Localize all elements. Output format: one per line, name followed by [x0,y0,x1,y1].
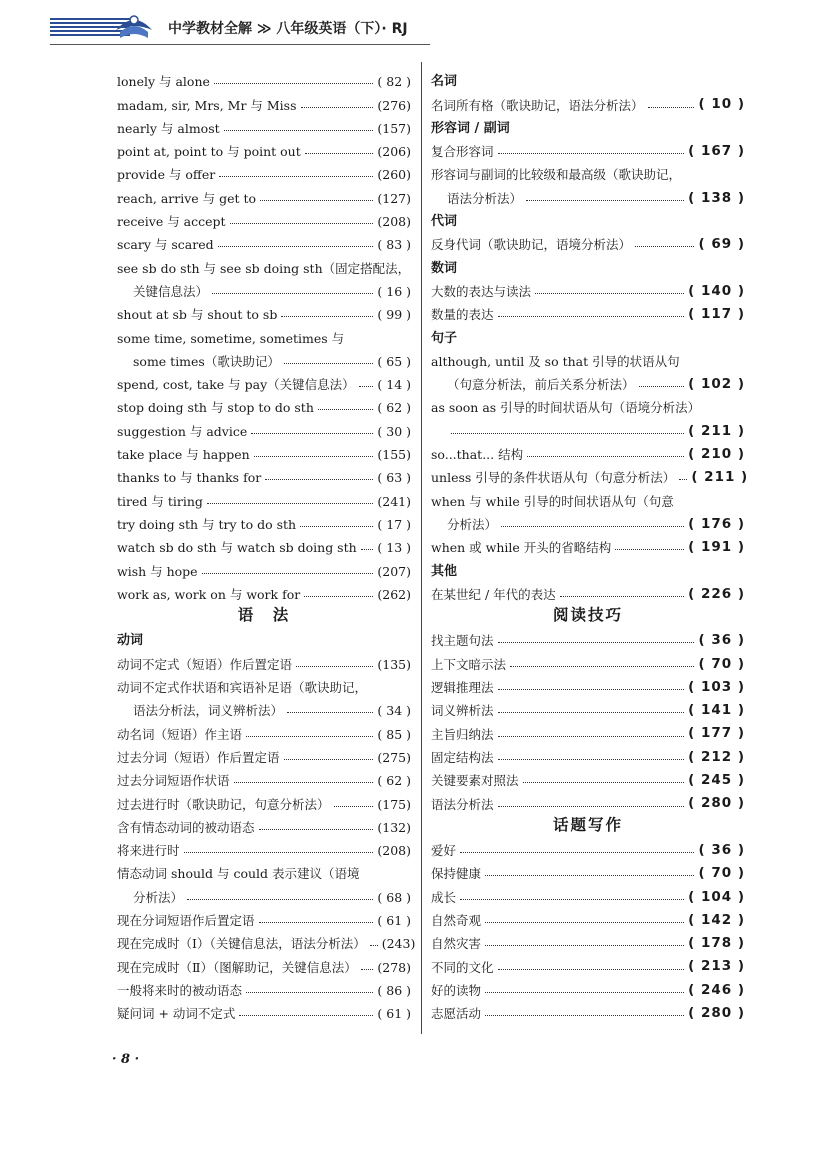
page-ref: (208) [377,843,411,859]
page-ref: ( 178 ) [688,935,745,952]
dot-leader [485,945,684,946]
page-ref: ( 68 ) [377,889,411,905]
dot-leader [304,596,373,597]
toc-entry [431,742,745,765]
entry-text: 疑问词 + 动词不定式 [117,1006,236,1022]
entry-text: thanks to 与 thanks for [117,470,262,486]
dot-leader [259,922,374,923]
page-ref: (207) [377,563,411,579]
page-ref: ( 61 ) [377,912,411,928]
toc-entry [431,625,745,648]
category-heading: 其他 [431,563,458,579]
entry-text: some times（歌诀助记） [133,353,280,369]
entry-text: 名词所有格（歌诀助记，语法分析法） [431,97,644,113]
entry-text: 将来进行时 [117,843,180,859]
category-heading: 数词 [431,260,458,276]
dot-leader [485,992,684,993]
toc-entry [117,392,411,415]
dot-leader [451,433,684,434]
toc-entry-line [431,392,745,415]
toc-entry [431,462,749,486]
entry-text: see sb do sth 与 see sb doing sth（固定搭配法， [117,260,411,276]
page-ref: ( 280 ) [688,795,745,812]
dot-leader [234,782,374,783]
toc-entry-line [431,346,745,369]
entry-text: nearly 与 almost [117,120,220,136]
entry-text: 一般将来时的被动语态 [117,982,243,998]
dot-leader [361,969,374,970]
page-header [50,8,430,42]
page-ref: ( 280 ) [688,1004,745,1021]
entry-text: stop doing sth 与 stop to do sth [117,400,314,416]
page-ref: ( 82 ) [377,74,411,90]
dot-leader [301,107,374,108]
page-ref: (278) [377,959,411,975]
entry-text: 分析法） [133,889,184,905]
entry-text: 过去分词短语作状语 [117,773,230,789]
page-ref: ( 83 ) [377,237,411,253]
page-ref: ( 70 ) [698,865,745,882]
toc-entry [431,881,745,904]
entry-text: suggestion 与 advice [117,423,248,439]
dot-leader [527,456,684,457]
entry-text: as soon as 引导的时间状语从句（语境分析法） [431,400,701,416]
dot-leader [212,293,373,294]
toc-entry [117,765,411,788]
toc-entry [431,415,745,438]
toc-entry [117,159,411,182]
dot-leader [460,899,684,900]
page-ref: ( 102 ) [688,375,745,392]
left-column [117,66,416,1022]
page-ref: ( 65 ) [377,353,411,369]
dot-leader [370,945,378,946]
dot-leader [498,689,685,690]
entry-text: 过去分词（短语）作后置定语 [117,749,280,765]
page-ref: (132) [377,819,411,835]
entry-text: 志愿活动 [431,1006,482,1022]
toc-entry [431,695,745,718]
page-ref: ( 211 ) [691,469,749,486]
toc-entry [431,276,745,299]
toc-entry [431,905,745,928]
section-heading: 语 法 [237,606,291,625]
toc-entry [117,89,411,112]
category-heading: 形容词 / 副词 [431,120,510,136]
entry-text: 在某世纪 / 年代的表达 [431,586,556,602]
page-ref: ( 140 ) [688,282,745,299]
page-ref: ( 63 ) [377,470,411,486]
toc-entry [117,905,411,928]
toc-entry [117,742,411,765]
page-ref: (127) [377,190,411,206]
page-ref: (157) [377,120,411,136]
dot-leader [305,153,374,154]
toc-entry [117,439,411,462]
entry-text: 保持健康 [431,866,482,882]
toc-entry [117,812,411,835]
category-heading: 动词 [117,633,144,649]
toc-entry [117,369,411,392]
page-ref: ( 36 ) [698,841,745,858]
entry-text: 语法分析法） [447,190,523,206]
dot-leader [246,736,373,737]
entry-text: shout at sb 与 shout to sb [117,307,278,323]
page-ref: ( 142 ) [688,911,745,928]
toc-entry [117,788,411,811]
page-ref: ( 213 ) [688,958,745,975]
dot-leader [259,829,374,830]
dot-leader [501,526,684,527]
toc-entry [117,648,411,671]
dot-leader [498,642,695,643]
dot-leader [207,503,373,504]
toc-entry [117,509,411,532]
dot-leader [318,409,374,410]
page-ref: ( 138 ) [688,189,745,206]
toc-entry [117,113,411,136]
entry-text: unless 引导的条件状语从句（句意分析法） [431,470,676,486]
dot-leader [281,316,373,317]
toc-entry [117,555,411,578]
dot-leader [246,992,373,993]
toc-entry [431,835,745,858]
entry-text: 逻辑推理法 [431,680,494,696]
entry-text: provide 与 offer [117,167,216,183]
page-ref: ( 99 ) [377,307,411,323]
dot-leader [498,153,685,154]
section-heading: 阅读技巧 [552,606,623,625]
entry-text: lonely 与 alone [117,74,210,90]
toc-entry [117,462,411,485]
toc-entry [431,182,745,205]
entry-text: （句意分析法，前后关系分析法） [447,377,635,393]
page-ref: ( 13 ) [377,540,411,556]
page-ref: ( 212 ) [688,748,745,765]
toc-entry [117,346,411,369]
page-ref: ( 141 ) [688,702,745,719]
entry-text: 成长 [431,889,457,905]
entry-text: 分析法） [447,516,498,532]
page-ref: (276) [377,97,411,113]
dot-leader [296,666,373,667]
toc-entry [431,648,745,671]
entry-text: 反身代词（歌诀助记，语境分析法） [431,237,632,253]
entry-text: 不同的文化 [431,959,494,975]
page-ref: ( 191 ) [688,539,745,556]
entry-text: try doing sth 与 try to do sth [117,516,297,532]
dot-leader [230,223,374,224]
entry-text: 语法分析法 [431,796,494,812]
dot-leader [184,852,374,853]
toc-entry [431,532,745,555]
toc-entry [431,136,745,159]
toc-entry-line [431,485,745,508]
page-ref: ( 14 ) [377,377,411,393]
entry-text: when 与 while 引导的时间状语从句（句意 [431,493,674,509]
entry-text: 自然灾害 [431,936,482,952]
category-heading: 名词 [431,74,458,90]
page-ref: ( 103 ) [688,678,745,695]
toc-entry [431,718,745,741]
dot-leader [300,526,373,527]
entry-text: 词义辨析法 [431,703,494,719]
dot-leader [251,433,373,434]
toc-entry [117,579,411,602]
entry-text: 爱好 [431,843,457,859]
dot-leader [265,479,373,480]
category-heading: 代词 [431,214,458,230]
toc-entry-line [117,858,411,881]
page-ref: ( 36 ) [698,632,745,649]
entry-text: receive 与 accept [117,214,226,230]
dot-leader [635,246,694,247]
entry-text: take place 与 happen [117,447,250,463]
entry-text: point at, point to 与 point out [117,144,301,160]
entry-text: 数量的表达 [431,307,494,323]
dot-leader [214,83,373,84]
dot-leader [460,852,694,853]
toc-entry-line [431,159,745,182]
entry-text: 动词不定式（短语）作后置定语 [117,656,293,672]
dot-leader [523,782,685,783]
category-heading: 句子 [431,330,458,346]
page-ref: (175) [377,796,411,812]
toc-entry-line [117,672,411,695]
page-ref: ( 86 ) [377,982,411,998]
entry-text: so...that... 结构 [431,447,524,463]
page-ref: ( 16 ) [377,283,411,299]
toc-entry [117,928,416,952]
entry-text: 含有情态动词的被动语态 [117,819,255,835]
dot-leader [498,316,685,317]
dot-leader [361,549,374,550]
toc-entry [431,369,745,392]
page-ref: (262) [377,586,411,602]
entry-text: 关键要素对照法 [431,773,519,789]
page-ref: (206) [377,144,411,160]
page-ref: ( 85 ) [377,726,411,742]
page-ref: (208) [377,214,411,230]
page-ref: ( 69 ) [698,236,745,253]
page-ref: ( 245 ) [688,772,745,789]
entry-text: 自然奇观 [431,912,482,928]
toc-entry [431,439,745,462]
dot-leader [284,759,374,760]
page-ref: ( 211 ) [688,422,745,439]
page-ref: ( 167 ) [688,143,745,159]
dot-leader [359,386,374,387]
page-ref: ( 104 ) [688,888,745,905]
page-ref: ( 70 ) [698,655,745,672]
dot-leader [260,200,373,201]
dot-leader [679,479,687,480]
page-ref: (275) [377,749,411,765]
toc-entry [431,672,745,695]
entry-text: 动名词（短语）作主语 [117,726,243,742]
toc-entry [431,299,745,322]
entry-text: 现在完成时（Ⅱ）（图解助记，关键信息法） [117,959,357,975]
page-ref: ( 34 ) [377,703,411,719]
toc-entry [431,951,745,974]
dot-leader [485,922,684,923]
entry-text: when 或 while 开头的省略结构 [431,540,612,556]
entry-text: some time, sometime, sometimes 与 [117,330,345,346]
dot-leader [287,712,373,713]
page-ref: (135) [377,656,411,672]
entry-text: 现在分词短语作后置定语 [117,912,255,928]
entry-text: 主旨归纳法 [431,726,494,742]
dot-leader [485,875,694,876]
toc-entry [431,858,745,881]
page-ref: ( 210 ) [688,445,745,462]
dot-leader [498,759,685,760]
dot-leader [498,806,685,807]
toc-entry [431,509,745,532]
entry-text: scary 与 scared [117,237,214,253]
toc-entry [117,206,411,229]
dot-leader [485,1015,684,1016]
entry-text: 上下文暗示法 [431,656,507,672]
entry-text: work as, work on 与 work for [117,586,301,602]
entry-text: 找主题句法 [431,633,494,649]
dot-leader [224,130,374,131]
entry-text: watch sb do sth 与 watch sb doing sth [117,540,357,556]
page-ref: ( 61 ) [377,1006,411,1022]
dot-leader [219,176,373,177]
header-rule [50,44,430,45]
entry-text: 复合形容词 [431,144,494,160]
toc-entry [117,975,411,998]
entry-text: tired 与 tiring [117,493,203,509]
book-logo-icon [112,10,156,42]
entry-text: reach, arrive 与 get to [117,190,257,206]
dot-leader [648,107,695,108]
toc-entry [431,579,745,602]
dot-leader [284,363,374,364]
entry-text: spend, cost, take 与 pay（关键信息法） [117,377,355,393]
page-number: · 8 · [112,1052,140,1067]
page-ref: ( 62 ) [377,773,411,789]
entry-text: 好的读物 [431,982,482,998]
entry-text: 动词不定式作状语和宾语补足语（歌诀助记， [117,680,368,696]
toc-entry [117,835,411,858]
entry-text: 大数的表达与读法 [431,283,532,299]
section-heading: 话题写作 [552,815,623,834]
entry-text: 关键信息法） [133,283,209,299]
dot-leader [615,549,684,550]
page-ref: ( 10 ) [698,96,745,113]
dot-leader [498,969,685,970]
toc-entry [117,718,411,741]
entry-text: wish 与 hope [117,563,198,579]
toc-entry [117,299,411,322]
dot-leader [239,1015,373,1016]
dot-leader [639,386,685,387]
column-divider [421,62,422,1034]
entry-text: madam, sir, Mrs, Mr 与 Miss [117,97,297,113]
right-column [431,66,749,1022]
dot-leader [560,596,684,597]
toc-entry [117,182,411,205]
toc-entry [117,136,411,159]
entry-text: 形容词与副词的比较级和最高级（歌诀助记， [431,167,682,183]
page-ref: ( 176 ) [688,515,745,532]
entry-text: 过去进行时（歌诀助记，句意分析法） [117,796,330,812]
dot-leader [526,200,684,201]
toc-entry [117,415,411,438]
page-ref: ( 17 ) [377,516,411,532]
toc-entry [117,881,411,904]
toc-entry [431,765,745,788]
page-ref: (260) [377,167,411,183]
page-ref: (241) [377,493,411,509]
toc-entry [117,951,411,974]
dot-leader [218,246,374,247]
entry-text: 语法分析法，词义辨析法） [133,703,284,719]
dot-leader [187,899,373,900]
page-ref: ( 177 ) [688,725,745,742]
entry-text: although, until 及 so that 引导的状语从句 [431,353,680,369]
entry-text: 固定结构法 [431,749,494,765]
toc-entry [117,485,411,508]
dot-leader [510,666,694,667]
toc-entry [117,276,411,299]
dot-leader [535,293,684,294]
dot-leader [254,456,374,457]
entry-text: 现在完成时（Ⅰ）（关键信息法，语法分析法） [117,936,366,952]
page-ref: ( 246 ) [688,981,745,998]
toc-entry [431,788,745,811]
toc-entry [117,66,411,89]
toc-entry [431,928,745,951]
page-ref: (243) [381,936,416,952]
toc-entry [431,998,745,1021]
dot-leader [498,712,685,713]
toc-entry [431,975,745,998]
toc-entry [431,229,745,252]
toc-entry [117,695,411,718]
page-ref: (155) [377,447,411,463]
toc-entry-line [117,322,411,345]
entry-text: 情态动词 should 与 could 表示建议（语境 [117,866,360,882]
page-ref: ( 117 ) [688,306,745,323]
dot-leader [202,573,374,574]
dot-leader [334,806,374,807]
page-ref: ( 30 ) [377,423,411,439]
dot-leader [498,736,685,737]
page-ref: ( 62 ) [377,400,411,416]
page-ref: ( 226 ) [688,585,745,602]
toc-entry-line [117,252,411,275]
toc-entry [431,89,745,112]
toc-entry [117,998,411,1021]
header-title: 中学教材全解 ≫ 八年级英语（下）· RJ [168,21,408,37]
toc-entry [117,532,411,555]
toc-entry [117,229,411,252]
